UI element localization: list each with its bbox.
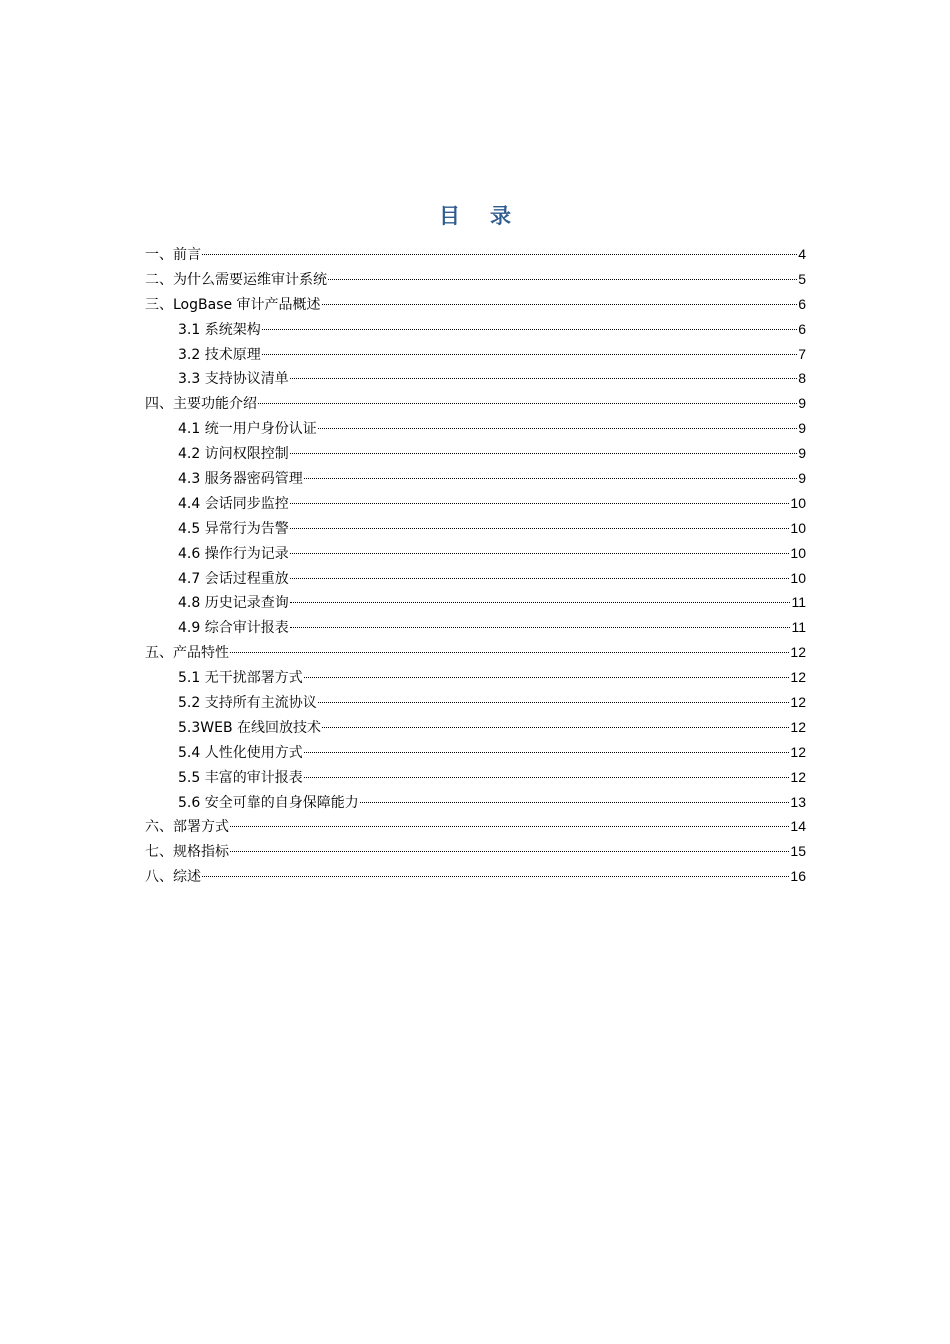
toc-entry[interactable] <box>145 690 806 715</box>
toc-dot-leader <box>318 702 790 703</box>
toc-entry[interactable] <box>145 491 806 516</box>
toc-entry-label: 5.5 丰富的审计报表 <box>178 769 303 786</box>
toc-dot-leader <box>290 602 791 603</box>
toc-entry-page-number: 12 <box>790 644 806 661</box>
toc-entry-page-number: 6 <box>798 295 806 312</box>
toc-entry-label: 4.1 统一用户身份认证 <box>178 421 317 438</box>
toc-entry-page-number: 11 <box>791 619 806 636</box>
toc-entry-page-number: 16 <box>790 868 806 885</box>
toc-entry[interactable] <box>145 839 806 864</box>
toc-dot-leader <box>230 826 789 827</box>
toc-entry-label: 3.1 系统架构 <box>178 321 261 338</box>
toc-dot-leader <box>290 578 790 579</box>
toc-entry-page-number: 8 <box>798 370 806 387</box>
toc-entry[interactable] <box>145 267 806 292</box>
toc-dot-leader <box>202 254 797 255</box>
toc-entry-label: 八、综述 <box>145 869 201 886</box>
toc-list <box>145 242 806 889</box>
toc-entry-page-number: 5 <box>798 270 806 287</box>
toc-entry-label: 四、主要功能介绍 <box>145 396 257 413</box>
toc-entry[interactable] <box>145 466 806 491</box>
toc-entry-page-number: 10 <box>790 494 806 511</box>
toc-dot-leader <box>290 528 790 529</box>
toc-dot-leader <box>328 279 797 280</box>
toc-entry[interactable] <box>145 715 806 740</box>
toc-entry-label: 一、前言 <box>145 247 201 263</box>
toc-entry-label: 4.8 历史记录查询 <box>178 595 289 612</box>
toc-entry[interactable] <box>145 441 806 466</box>
toc-entry-page-number: 12 <box>790 718 806 735</box>
toc-entry-label: 六、部署方式 <box>145 819 229 836</box>
toc-entry[interactable] <box>145 366 806 391</box>
toc-dot-leader <box>304 777 790 778</box>
toc-entry[interactable] <box>145 242 806 267</box>
toc-entry-page-number: 11 <box>791 594 806 611</box>
toc-dot-leader <box>304 478 797 479</box>
toc-entry-label: 三、LogBase 审计产品概述 <box>145 296 321 313</box>
toc-dot-leader <box>290 453 797 454</box>
toc-entry[interactable] <box>145 765 806 790</box>
toc-entry[interactable] <box>145 342 806 367</box>
toc-entry[interactable] <box>145 416 806 441</box>
toc-entry[interactable] <box>145 317 806 342</box>
toc-entry-label: 4.6 操作行为记录 <box>178 545 289 562</box>
toc-entry-label: 5.4 人性化使用方式 <box>178 744 303 761</box>
toc-dot-leader <box>322 727 789 728</box>
toc-entry-page-number: 12 <box>790 743 806 760</box>
toc-dot-leader <box>322 304 798 305</box>
toc-dot-leader <box>290 503 790 504</box>
toc-entry-label: 5.2 支持所有主流协议 <box>178 695 317 712</box>
toc-dot-leader <box>202 876 789 877</box>
toc-entry-label: 5.6 安全可靠的自身保障能力 <box>178 794 359 811</box>
toc-entry-page-number: 9 <box>798 420 806 437</box>
toc-entry-page-number: 12 <box>790 694 806 711</box>
toc-dot-leader <box>290 627 791 628</box>
toc-entry[interactable] <box>145 740 806 765</box>
toc-dot-leader <box>290 378 797 379</box>
toc-entry-page-number: 9 <box>798 445 806 462</box>
toc-entry-page-number: 12 <box>790 669 806 686</box>
toc-entry-page-number: 10 <box>790 569 806 586</box>
toc-entry-page-number: 9 <box>798 395 806 412</box>
toc-dot-leader <box>304 677 790 678</box>
toc-entry[interactable] <box>145 292 806 317</box>
toc-entry-page-number: 9 <box>798 470 806 487</box>
toc-entry-label: 4.7 会话过程重放 <box>178 570 289 587</box>
toc-entry-page-number: 7 <box>798 345 806 362</box>
toc-entry[interactable] <box>145 615 806 640</box>
toc-entry-page-number: 4 <box>798 246 806 262</box>
toc-dot-leader <box>230 652 789 653</box>
toc-entry[interactable] <box>145 391 806 416</box>
toc-entry[interactable] <box>145 790 806 815</box>
toc-entry-label: 4.3 服务器密码管理 <box>178 471 303 488</box>
toc-entry-label: 3.3 支持协议清单 <box>178 371 289 388</box>
toc-entry-label: 4.4 会话同步监控 <box>178 495 289 512</box>
toc-entry-page-number: 12 <box>790 768 806 785</box>
toc-entry-label: 4.5 异常行为告警 <box>178 520 289 537</box>
toc-entry-page-number: 13 <box>790 793 806 810</box>
toc-entry-label: 5.1 无干扰部署方式 <box>178 670 303 687</box>
toc-dot-leader <box>262 329 797 330</box>
toc-entry[interactable] <box>145 640 806 665</box>
toc-dot-leader <box>360 802 790 803</box>
toc-entry-page-number: 10 <box>790 519 806 536</box>
toc-entry[interactable] <box>145 590 806 615</box>
toc-dot-leader <box>304 752 790 753</box>
toc-entry[interactable] <box>145 516 806 541</box>
toc-entry[interactable] <box>145 864 806 889</box>
toc-dot-leader <box>258 403 797 404</box>
toc-title: 目录 <box>439 204 541 228</box>
toc-entry-label: 4.9 综合审计报表 <box>178 620 289 637</box>
toc-entry-label: 3.2 技术原理 <box>178 346 261 363</box>
toc-entry-label: 4.2 访问权限控制 <box>178 446 289 463</box>
toc-dot-leader <box>318 428 797 429</box>
toc-dot-leader <box>290 553 790 554</box>
toc-entry-label: 七、规格指标 <box>145 844 229 861</box>
toc-entry-page-number: 14 <box>790 818 806 835</box>
toc-entry-label: 二、为什么需要运维审计系统 <box>145 271 327 288</box>
toc-entry[interactable] <box>145 665 806 690</box>
toc-dot-leader <box>262 354 797 355</box>
toc-entry[interactable] <box>145 541 806 566</box>
toc-entry-label: 5.3WEB 在线回放技术 <box>178 719 322 736</box>
toc-entry-label: 五、产品特性 <box>145 645 229 662</box>
toc-entry-page-number: 10 <box>790 544 806 561</box>
toc-entry[interactable] <box>145 566 806 591</box>
toc-dot-leader <box>230 851 789 852</box>
toc-entry-page-number: 6 <box>798 320 806 337</box>
toc-entry[interactable] <box>145 814 806 839</box>
toc-entry-page-number: 15 <box>790 843 806 860</box>
